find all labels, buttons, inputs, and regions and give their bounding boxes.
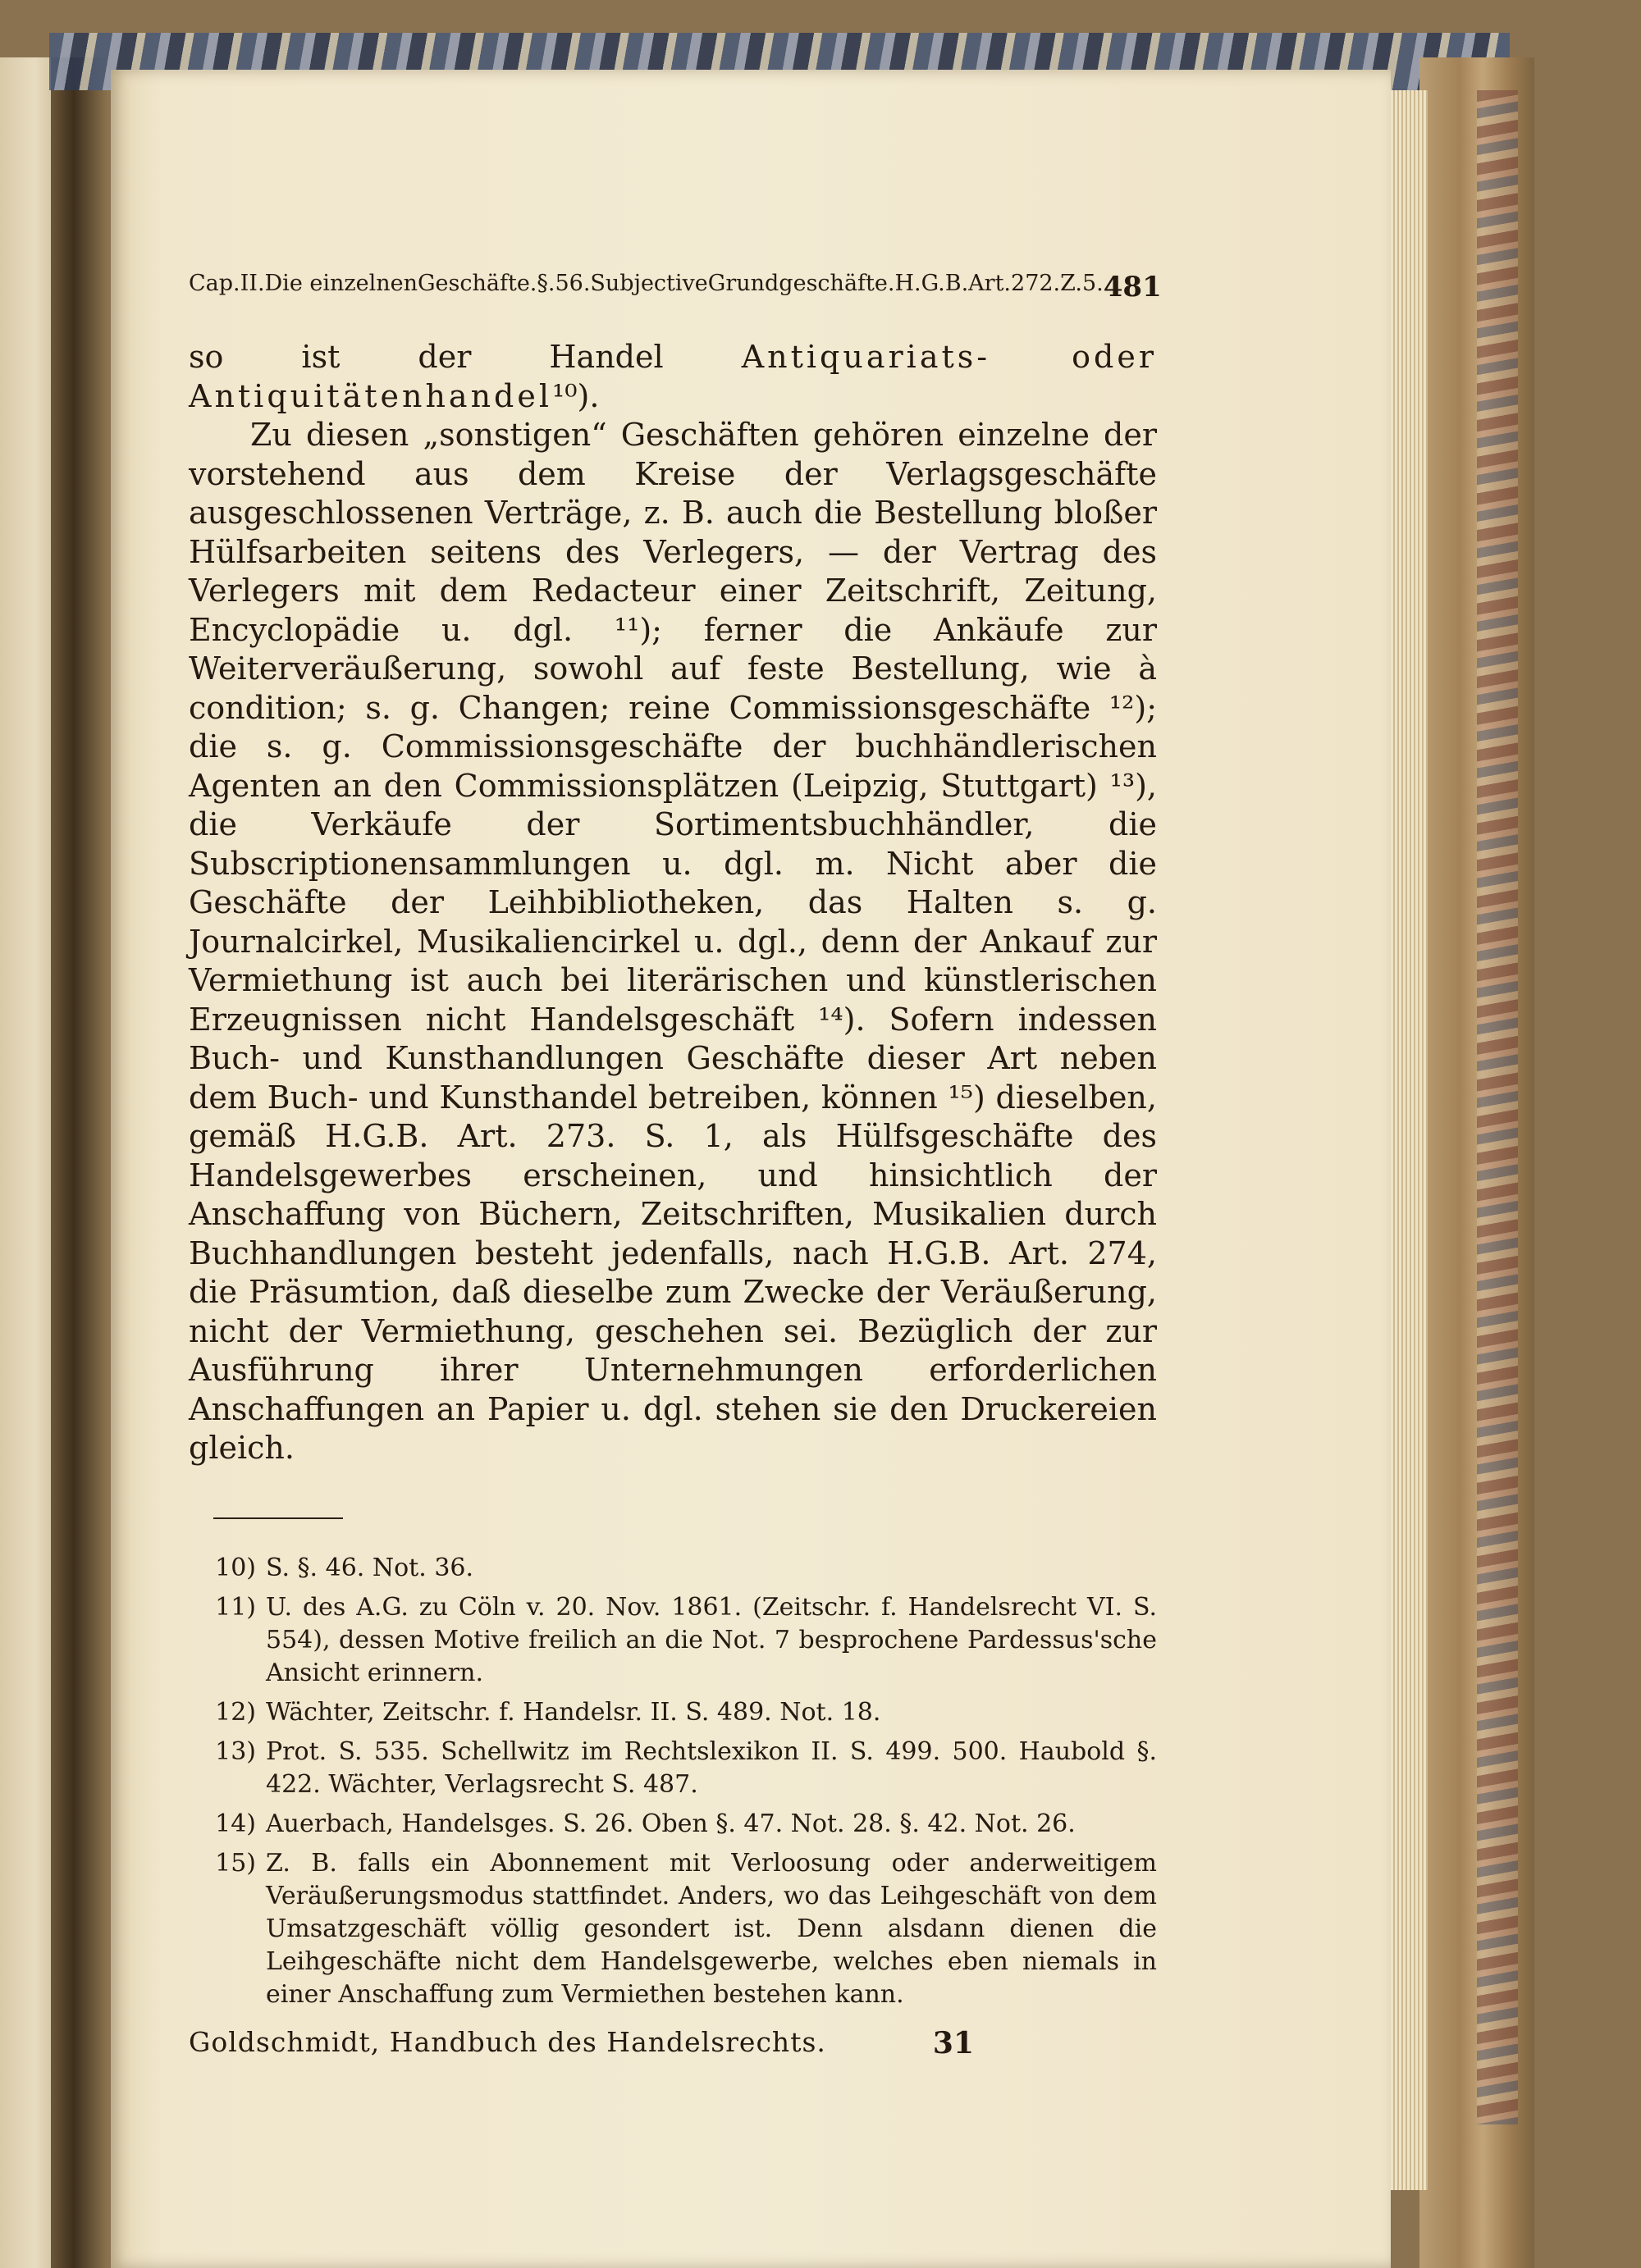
- signature-line: Goldschmidt, Handbuch des Handelsrechts.: [189, 2025, 826, 2058]
- running-head-text: Cap.II.Die einzelnenGeschäfte.§.56.SubjectiveGrundgeschäfte.H.G.B.Art.272.Z.5.: [189, 271, 1104, 296]
- paragraph-1-spaced: Antiquariats- oder Antiquitätenhandel: [189, 339, 1157, 414]
- footnote-text: S. §. 46. Not. 36.: [266, 1553, 474, 1582]
- footnote-number: 15): [215, 1848, 256, 1878]
- footnote-item: [189, 1736, 1157, 1801]
- body-text: [189, 338, 1157, 1468]
- paragraph-1: [189, 338, 1157, 416]
- footnote-text: Auerbach, Handelsges. S. 26. Oben §. 47. Not. 28. §. 42. Not. 26.: [266, 1809, 1076, 1838]
- footnote-number: 12): [215, 1697, 256, 1727]
- paragraph-2: Zu diesen „sonstigen“ Geschäften gehören einzelne der vorstehend aus dem Kreise der Verlagsgeschäfte ausgeschlossenen Verträge, z. B. auch die Bestellung bloßer Hülfsarbeiten seitens des Verlegers, — der Vertrag des Verlegers mit dem Redacteur einer Zeitschrift, Zeitung, Encyclopädie u. dgl. ¹¹); ferner die Ankäufe zur Weiterveräußerung, sowohl auf feste Bestellung, wie à condition; s. g. Changen; reine Commissionsgeschäfte ¹²); die s. g. Commissionsgeschäfte der buchhändlerischen Agenten an den Commissionsplätzen (Leipzig, Stuttgart) ¹³), die Verkäufe der Sortimentsbuchhändler, die Subscriptionensammlungen u. dgl. m. Nicht aber die Geschäfte der Leihbibliotheken, das Halten s. g. Journalcirkel, Musikaliencirkel u. dgl., denn der Ankauf zur Vermiethung ist auch bei literärischen und künstlerischen Erzeugnissen nicht Handelsgeschäft ¹⁴). Sofern indessen Buch- und Kunsthandlungen Geschäfte dieser Art neben dem Buch- und Kunsthandel betreiben, können ¹⁵) dieselben, gemäß H.G.B. Art. 273. S. 1, als Hülfsgeschäfte des Handelsgewerbes erscheinen, und hinsichtlich der Anschaffung von Büchern, Zeitschriften, Musikalien durch Buchhandlungen besteht jedenfalls, nach H.G.B. Art. 274, die Präsumtion, daß dieselbe zum Zwecke der Veräußerung, nicht der Vermiethung, geschehen sei. Bezüglich der zur Ausführung ihrer Unternehmungen erforderlichen Anschaffungen an Papier u. dgl. stehen sie den Druckereien gleich.: [189, 417, 1157, 1466]
- footnote-item: [189, 1696, 1157, 1729]
- book-gutter: [51, 57, 108, 2268]
- footnote-item: [189, 1591, 1157, 1690]
- paragraph-1-pre: so ist der Handel: [189, 339, 742, 375]
- page-footer: [189, 2026, 1157, 2060]
- footnote-item: [189, 1552, 1157, 1585]
- left-page-edge: [0, 57, 57, 2268]
- footnote-item: [189, 1808, 1157, 1841]
- footnote-text: Z. B. falls ein Abonnement mit Verloosung oder anderweitigem Veräußerungsmodus stattfindet. Anders, wo das Leihgeschäft von dem Umsatzgeschäft völlig gesondert ist. Denn alsdann dienen die Leihgeschäfte nicht dem Handelsgewerbe, welches eben niemals in einer Anschaffung zum Vermiethen bestehen kann.: [266, 1848, 1157, 2009]
- marbled-page-edge: [1477, 90, 1518, 2124]
- footnote-item: [189, 1847, 1157, 2011]
- footnote-text: Wächter, Zeitschr. f. Handelsr. II. S. 489. Not. 18.: [266, 1697, 881, 1727]
- footnote-number: 10): [215, 1553, 256, 1582]
- footnote-number: 11): [215, 1592, 256, 1622]
- footnote-text: Prot. S. 535. Schellwitz im Rechtslexikon II. S. 499. 500. Haubold §. 422. Wächter, Verlagsrecht S. 487.: [266, 1736, 1157, 1799]
- footnote-divider: [213, 1517, 343, 1519]
- footnote-number: 13): [215, 1736, 256, 1766]
- footnote-number: 14): [215, 1809, 256, 1838]
- sheet-number: 31: [932, 2025, 974, 2060]
- running-head: [189, 271, 1162, 303]
- page-content: [189, 271, 1162, 2060]
- page-number: 481: [1103, 271, 1162, 303]
- footnote-text: U. des A.G. zu Cöln v. 20. Nov. 1861. (Zeitschr. f. Handelsrecht VI. S. 554), dessen Motive freilich an die Not. 7 besprochene Pardessus'sche Ansicht erinnern.: [266, 1592, 1157, 1687]
- paragraph-1-post: ¹⁰).: [552, 377, 600, 414]
- footnotes: [189, 1552, 1157, 2011]
